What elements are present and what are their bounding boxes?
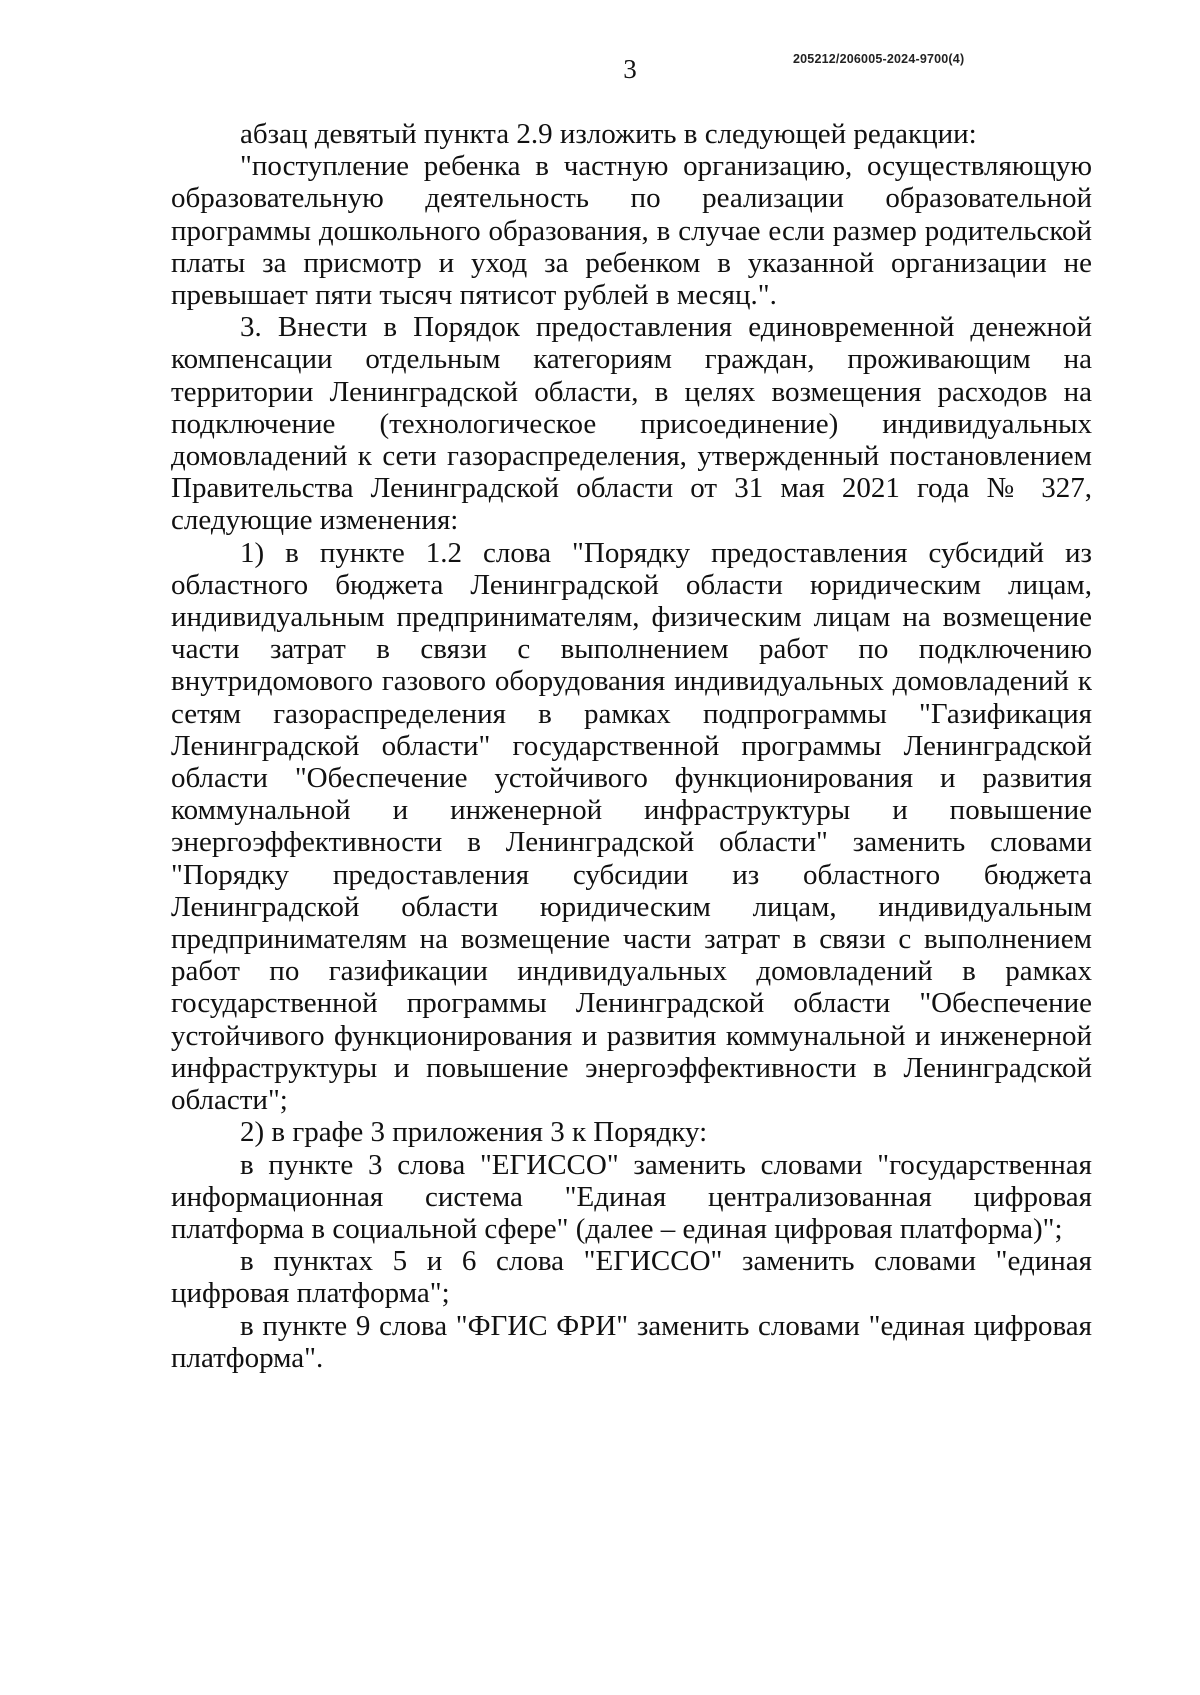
document-registration-number: 205212/206005-2024-9700(4) [793, 52, 965, 66]
paragraph-points-5-6-change: в пунктах 5 и 6 слова "ЕГИССО" заменить словами "единая цифровая платформа"; [171, 1245, 1092, 1310]
paragraph-subitem-2: 2) в графе 3 приложения 3 к Порядку: [240, 1116, 708, 1149]
paragraph-point-9-change: в пункте 9 слова "ФГИС ФРИ" заменить словами "единая цифровая платформа". [171, 1309, 1092, 1374]
page-number: 3 [623, 54, 637, 84]
paragraph-subitem-1: 1) в пункте 1.2 слова "Порядку предоставления субсидий из областного бюджета Ленинградской области юридическим лицам, индивидуальным предпринимателям, физическим лицам на возмещение части затрат в связи с выполнением работ по подключению внутридомового газового оборудования индивидуальных домовладений к сетям газораспределения в рамках подпрограммы "Газификация Ленинградской области" государственной программы Ленинградской области "Обеспечение устойчивого функционирования и развития коммунальной и инженерной инфраструктуры и повышение энергоэффективности в Ленинградской области" заменить словами "Порядку предоставления субсидии из областного бюджета Ленинградской области юридическим лицам, индивидуальным предпринимателям на возмещение части затрат в связи с выполнением работ по газификации индивидуальных домовладений в рамках государственной программы Ленинградской области "Обеспечение устойчивого функционирования и развития коммунальной и инженерной инфраструктуры и повышение энергоэффективности в Ленинградской области"; [171, 536, 1092, 1117]
paragraph-point-3-change: в пункте 3 слова "ЕГИССО" заменить словами "государственная информационная система "Единая централизованная цифровая платформа в социальной сфере" (далее – единая цифровая платформа)"; [171, 1148, 1092, 1245]
paragraph-amendment-text: "поступление ребенка в частную организацию, осуществляющую образовательную деятельность по реализации образовательной программы дошкольного образования, в случае если размер родительской платы за присмотр и уход за ребенком в указанной организации не превышает пяти тысяч пятисот рублей в месяц.". [171, 150, 1092, 312]
paragraph-amendment-intro: абзац девятый пункта 2.9 изложить в следующей редакции: [240, 118, 977, 150]
document-body [171, 118, 1092, 1374]
paragraph-item-3: 3. Внести в Порядок предоставления единовременной денежной компенсации отдельным категориям граждан, проживающим на территории Ленинградской области, в целях возмещения расходов на подключение (технологическое присоединение) индивидуальных домовладений к сети газораспределения, утвержденный постановлением Правительства Ленинградской области от 31 мая 2021 года № 327, следующие изменения: [171, 311, 1092, 537]
